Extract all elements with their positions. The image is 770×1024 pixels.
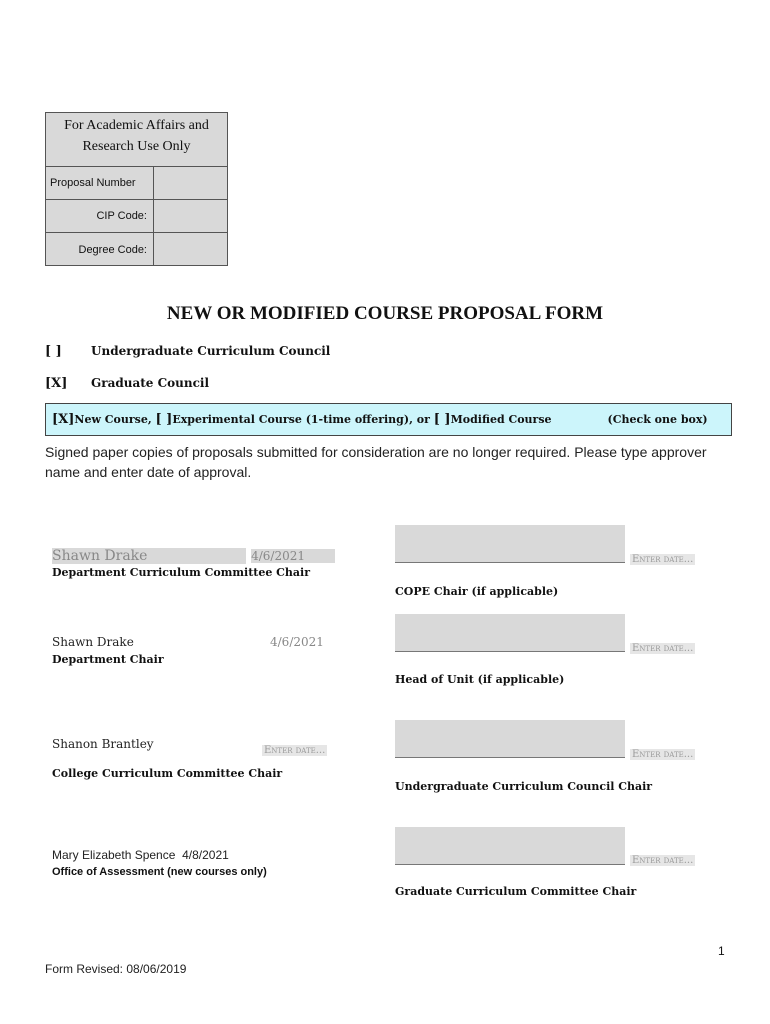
new-course-checkbox[interactable]: [X] [52,412,75,427]
approver-name[interactable]: Shawn Drake [52,635,134,649]
role-label: Undergraduate Curriculum Council Chair [395,780,653,793]
approval-date[interactable]: Enter date... [632,643,694,654]
date-field-ucc[interactable] [630,742,695,761]
admin-use-box [45,112,228,266]
approval-date[interactable]: 4/8/2021 [182,848,229,862]
role-label: COPE Chair (if applicable) [395,585,559,598]
cip-code-field[interactable] [154,200,227,232]
role-label: Office of Assessment (new courses only) [52,866,267,878]
approval-date[interactable]: Enter date... [632,749,694,760]
approver-name[interactable]: Shawn Drake [52,548,246,564]
proposal-number-row [46,167,227,200]
approver-name[interactable] [52,848,229,862]
role-label: Department Chair [52,653,164,666]
check-one-hint: (Check one box) [607,413,708,426]
council-option-undergraduate[interactable] [45,344,330,359]
form-title: NEW OR MODIFIED COURSE PROPOSAL FORM [166,303,604,324]
approval-date[interactable]: Enter date... [632,554,694,565]
experimental-course-checkbox[interactable]: [ ] [155,412,173,427]
date-field-head-of-unit[interactable] [630,636,695,655]
degree-code-field[interactable] [154,233,227,266]
or-text: or [416,413,430,426]
approval-date[interactable]: 4/6/2021 [251,549,335,563]
approval-date[interactable]: Enter date... [264,745,326,756]
council-label: Graduate Council [91,376,210,390]
proposal-number-field[interactable] [154,167,227,199]
signature-field-gcc[interactable] [395,827,625,865]
degree-code-label: Degree Code: [46,233,154,266]
degree-code-row [46,233,227,266]
signature-field-cope[interactable] [395,525,625,563]
role-label: Graduate Curriculum Committee Chair [395,885,637,898]
role-label: Department Curriculum Committee Chair [52,566,311,579]
signature-field-ucc[interactable] [395,720,625,758]
signature-field-head-of-unit[interactable] [395,614,625,652]
proposal-number-label: Proposal Number [46,167,154,199]
approval-date[interactable]: Enter date... [632,855,694,866]
cip-code-label: CIP Code: [46,200,154,232]
date-field-cope[interactable] [630,547,695,566]
council-option-graduate[interactable] [45,376,209,391]
new-course-label: New Course, [74,413,152,426]
signature-block-dept-curriculum [52,545,335,564]
checkbox-mark[interactable]: [X] [45,376,68,391]
approval-date[interactable]: 4/6/2021 [270,635,324,649]
form-revised-footer: Form Revised: 08/06/2019 [45,962,187,976]
modified-course-label: Modified Course [450,413,552,426]
page-number: 1 [718,944,725,958]
approval-notice: Signed paper copies of proposals submitted for consideration are no longer required. Please type approver name and enter date of approval. [45,444,707,480]
council-label: Undergraduate Curriculum Council [91,344,331,358]
role-label: College Curriculum Committee Chair [52,767,283,780]
role-label: Head of Unit (if applicable) [395,673,565,686]
approval-date-field[interactable] [262,738,327,757]
admin-box-heading: For Academic Affairs and Research Use Only [46,113,227,167]
approver-name-text: Mary Elizabeth Spence [52,848,176,862]
modified-course-checkbox[interactable]: [ ] [433,412,451,427]
experimental-course-label: Experimental Course (1-time offering), [172,413,413,426]
date-field-gcc[interactable] [630,848,695,867]
checkbox-mark[interactable]: [ ] [45,344,62,359]
course-type-box [45,403,732,436]
approver-name[interactable]: Shanon Brantley [52,737,154,751]
cip-code-row [46,200,227,233]
